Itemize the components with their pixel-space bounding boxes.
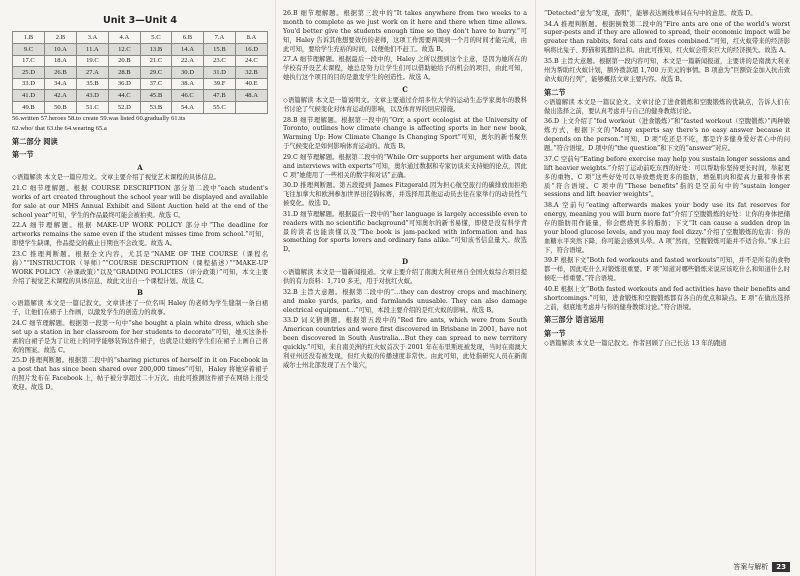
answer-cell: 21.C	[140, 55, 171, 67]
section-heading: 第一节	[12, 150, 34, 160]
answer-cell: 22.A	[172, 55, 204, 67]
answer-cell: 29.C	[140, 67, 171, 79]
answer-explanation: 39.F 根据下文“Both fed workouts and fasted workouts”可知，并不是所有的食物都一样，因此吃什么对锻炼很重要。F 项“知道对哪些锻炼来说应该吃什么和知道什么时候吃一样重要。”符合语境。	[544, 257, 790, 283]
answer-cell: 18.A	[44, 55, 76, 67]
answer-cell: 2.B	[44, 32, 76, 44]
answer-cell: 31.D	[203, 67, 235, 79]
unit-title: Unit 3—Unit 4	[103, 15, 177, 26]
passage-label: A	[137, 162, 143, 172]
answer-cell: 46.C	[172, 90, 204, 102]
answer-cell: 40.E	[235, 78, 267, 90]
part-heading: 第二部分 阅读	[12, 137, 58, 147]
answer-table-row	[13, 32, 268, 44]
answer-explanation: 23.C 推理判断题。根据全文内容，尤其是“NAME OF THE COURSE（课程名称）”“INSTRUCTOR（导师）”“COURSE DESCRIPTION（课程描述）”“MAKE-UP WORK POLICY（补课政策）”以及“GRADING POLICIES（评分政策）”可知，本文主要介绍了视觉艺术课程的具体信息，故此文出自一个课程计划。故选 C。	[12, 250, 268, 285]
answer-cell: 15.B	[203, 44, 235, 56]
answer-explanation: 32.B 主旨大意题。根据第二段中的“…they can destroy crops and machinery, and make yards, parks, and farmlands unusable. They can also damage electrical equipment…”可知，本段主要介绍的是红火蚁的影响。故选 B。	[283, 288, 527, 314]
answer-cell: 49.B	[13, 102, 45, 114]
answer-cell: 26.B	[44, 67, 76, 79]
answer-cell: 23.C	[203, 55, 235, 67]
column-middle	[283, 10, 527, 372]
answer-explanation: 22.A 细节理解题。根据 MAKE-UP WORK POLICY 部分中“The deadline for artworks remains the same even if the student misses time from school.”可知，即使学生缺课，作品提交的截止日期也不会改变。故选 A。	[12, 222, 268, 248]
column-left	[12, 10, 268, 395]
passage-guide: ◇语篇解读 本文是一篇记叙文。作者回顾了自己长达 13 年的跑道	[544, 339, 727, 347]
answer-cell: 7.A	[203, 32, 235, 44]
answer-cell: 36.D	[108, 78, 140, 90]
answer-explanation: 27.A 细节理解题。根据最后一段中的，Haley 之所以想到这个主意，是因为她所在的学校有开设艺术课程，她总是努力让学生们可以借助她给予的机会的项目，由此可知，她执行这个项目的目的是激发学生的创造性。故选 A。	[283, 56, 527, 82]
answer-cell: 3.A	[76, 32, 108, 44]
answer-table-row	[13, 44, 268, 56]
answer-explanation: 28.B 细节理解题。根据第一段中的“Orr, a sport ecologist at the University of Toronto, outlines how climate change is affecting sports in her new book, Warming Up: How Climate Change Is Changing Sport”可知，奥尔的新书聚焦于气候变化是如何影响体育运动的。故选 B。	[283, 116, 527, 151]
part-heading: 第三部分 语言运用	[544, 315, 605, 325]
passage-guide: ◇语篇解读 本文是一篇记叙文。文章讲述了一位名叫 Haley 的老师为学生缝制一条白裙子，让他们在裙子上作画，以激发学生的创造力的故事。	[12, 300, 268, 317]
answer-cell: 5.C	[140, 32, 171, 44]
answer-table-row	[13, 55, 268, 67]
answer-cell: 11.A	[76, 44, 108, 56]
answer-explanation: “Detected”意为“发现，查明”，能够表达画线单词在句中的意思。故选 D。	[544, 10, 757, 17]
answer-cell: 27.A	[76, 67, 108, 79]
passage-guide: ◇语篇解读 本文是一篇议论文。文章讨论了进食锻炼和空腹锻炼的优缺点，告诉人们在做出选择之前，要认真考虑并与自己的健身教练讨论。	[544, 98, 790, 115]
answer-cell: 13.B	[140, 44, 171, 56]
answer-explanation: 25.D 推理判断题。根据第二段中的“sharing pictures of herself in it on Facebook in a post that has since been shared over 200,000 times”可知，Haley 将她穿着裙子的照片发布在 Facebook 上，帖子被分享超过二十万次。由此可推测这件裙子在网络上很受欢迎。故选 D。	[12, 357, 268, 392]
answer-explanation: 34.A 推理判断题。根据倒数第二段中的“Fire ants are one of the world's worst super-pests and if they are allowed to spread, their economic impact will be greater than rabbits, feral cats and foxes combined.”可知，红火蚁带来的经济影响将比兔子、野猫和狐狸的总和。由此可推知，红火蚁会带来巨大的经济损失。故选 A。	[544, 20, 790, 55]
answer-cell: 35.B	[76, 78, 108, 90]
answer-cell: 16.D	[235, 44, 267, 56]
passage-guide: ◇语篇解读 本文是一篇新闻报道。文章主要介绍了南澳大利亚州自全国火蚁综合项目提供的有力资料：1,710 多无，用于对抗红火蚁。	[283, 269, 527, 286]
answer-cell: 42.A	[44, 90, 76, 102]
column-divider	[275, 0, 276, 576]
section-heading: 第一节	[544, 328, 566, 338]
answer-table-row	[13, 102, 268, 114]
answer-cell: 24.C	[235, 55, 267, 67]
answer-cell: 4.A	[108, 32, 140, 44]
answer-explanation: 40.E 根据上文“Both fasted workouts and fed activities have their benefits and shortcomings.”可知，进食锻炼和空腹锻炼都有各自的优点和缺点。E 项“在做出选择之前，彻底地考虑并与你的健身教练讨论。”符合语境。	[544, 285, 790, 311]
answer-cell: 55.C	[203, 102, 235, 114]
answer-explanation: 29.C 细节理解题。根据第二段中的“While Orr supports her argument with data and interviews with experts”可知，奥尔通过数据和专家访谈来支持她的论点，因此 C 项“她使用了一些相关的数字和对话”正确。	[283, 153, 527, 179]
answer-cell: 34.A	[44, 78, 76, 90]
answer-table-row	[13, 78, 268, 90]
answer-cell: 17.C	[13, 55, 45, 67]
answer-cell: 41.D	[13, 90, 45, 102]
answer-cell: 44.C	[108, 90, 140, 102]
answer-explanation: 21.C 细节理解题。根据 COURSE DESCRIPTION 部分第二段中“each student's works of art created throughout the school year will be displayed and available for sale at our MHS Annual Exhibit and Silent Auction held at the end of the school year”可知，学生的作品最终可能会被拍卖。故选 C。	[12, 184, 268, 219]
answer-cell: 30.D	[172, 67, 204, 79]
answer-cell: 52.D	[108, 102, 140, 114]
answer-explanation: 37.C 空前句“Eating before exercise may help you sustain longer sessions and lift heavier weights.”介绍了运动前吃东西的好处：可以帮助你坚持更长时间，举起更多的重物。C 项“这些好处可以导致燃烧更多的脂肪，增强肌肉和提高力量和身体素质”符合语境。C 项中的“These benefits”指的是空前句中的“sustain longer sessions and lift heavier weights”。	[544, 155, 790, 199]
answer-explanation: 26.B 细节理解题。根据第三段中的“It takes anywhere from two weeks to a month to complete as we just work on it here and there when time allows. You'd better give the students enough time so they don't have to hurry.”可知，Haley 告诉其他想要效仿的老师，这项工作需要两周到一个月的时间才能完成，由此可知，要给学生充裕的时间，以便他们不赶工。故选 B。	[283, 10, 527, 53]
answer-cell: 38.A	[172, 78, 204, 90]
answer-cell: 32.B	[235, 67, 267, 79]
answer-explanation: 24.C 细节理解题。根据第一段第一句中“she bought a plain white dress, which she set up a station in her classroom for her students to decorate”可知，她买这条朴素的白裙子是为了让班上的同学能够装饰这件裙子，也就是让她的学生们在裙子上画自己喜欢的图案。故选 C。	[12, 319, 268, 354]
answer-cell: 20.B	[108, 55, 140, 67]
answer-cell: 12.C	[108, 44, 140, 56]
answer-explanation: 36.D 上文介绍了“fed workout（进食锻炼）”和“fasted workout（空腹锻炼）”两种锻炼方式，根据下文的“Many experts say there's no easy answer because it depends on the person.”可知，D 项“吃还是不吃，那是许多健身爱好者心中的问题。”符合语境。D 项中的“the question”和下文的“answer”对应。	[544, 118, 790, 153]
answer-cell: 48.A	[235, 90, 267, 102]
footer-label: 答案与解析	[733, 563, 769, 571]
answer-cell: 47.B	[203, 90, 235, 102]
answer-explanation: 31.D 细节理解题。根据最后一段中的“her language is largely accessible even to readers with no scientific background”可知奥尔的新书易懂，即使是没有科学背景的读者也能读懂以及“The book is jam-packed with information and has something for sports lovers and ordinary fans alike.”可知该书信息量大。故选 D。	[283, 210, 527, 254]
answer-explanation: 30.D 推理判断题。第五段提到 James Fitzgerald 因为担心航空旅行的碳排放而拒绝飞往加拿大和欧洲参加世界田径锦标赛，并选择用其他运动员去往在家举行的动员性气候变化。故选 D。	[283, 182, 527, 208]
answer-explanation: 33.D 词义猜测题。根据第五段中的“Red fire ants, which were from South American countries and were first discovered in Brisbane in 2001, have not been discovered in South Australia…But they can spread to new territory quickly.”可知，来自南美洲的红火蚁首次于 2001 年在布里斯班被发现，当时在南澳大利亚州还没有被发现，但红火蚁的传播速度非常快。由此可知，此处指研究人员在新南威尔士州北部发现了五个巢穴，	[283, 317, 527, 369]
answer-cell: 37.C	[140, 78, 171, 90]
answer-cell: 53.B	[140, 102, 171, 114]
passage-guide: ◇语篇解读 本文是一篇说明文。文章主要通过介绍多位大学的运动生态学家奥尔的教科书讨论了气候变化对体育运动的影响，以及体育界的回应措施。	[283, 97, 527, 113]
answer-cell: 43.D	[76, 90, 108, 102]
answer-table	[12, 31, 268, 113]
fill-answer-row: 62.who/ that 63.the 64.wearing 65.a	[12, 124, 107, 132]
answer-cell: 6.B	[172, 32, 204, 44]
answer-explanation: 38.A 空前句“eating afterwards makes your body use its fat reserves for energy, meaning you will burn more fat”介绍了空腹锻炼的好处：让你的身体把储存的脂肪用作能量，你会燃烧更多的脂肪；下文“It can cause a sudden drop in your blood glucose levels, and you may feel dizzy.”介绍了空腹锻炼的危害：你的血糖水平突然下降，你可能会感到头晕。A 项“然而，空腹锻炼可能并不适合你。”承上启下，符合语境。	[544, 202, 790, 254]
column-right	[544, 10, 790, 350]
answer-cell: 8.A	[235, 32, 267, 44]
answer-cell: 14.A	[172, 44, 204, 56]
answer-cell	[235, 102, 267, 114]
answer-explanation: 35.B 主旨大意题。根据第一段内容可知，本文是一篇新闻报道，主要讲的是南澳大利亚州为帮助红火蚁计划，额外拨款超 1,700 万美元的事情。B 项意为“巨额资金加入抗击致命火蚁的行列”，能够概括文章主要内容。故选 B。	[544, 57, 790, 83]
answer-cell: 54.A	[172, 102, 204, 114]
answer-cell: 28.B	[108, 67, 140, 79]
answer-cell: 39.F	[203, 78, 235, 90]
answer-cell: 10.A	[44, 44, 76, 56]
section-heading: 第二节	[544, 87, 566, 97]
passage-guide: ◇语篇解读 本文是一篇应用文。文章主要介绍了视觉艺术课程的具体信息。	[12, 174, 221, 182]
answer-cell: 33.D	[13, 78, 45, 90]
answer-cell: 9.C	[13, 44, 45, 56]
page-number: 23	[772, 562, 790, 572]
passage-label: D	[401, 257, 409, 267]
page-footer	[733, 562, 790, 572]
answer-cell: 25.D	[13, 67, 45, 79]
column-divider	[535, 0, 536, 576]
answer-cell: 50.B	[44, 102, 76, 114]
answer-table-row	[13, 67, 268, 79]
answer-cell: 19.C	[76, 55, 108, 67]
passage-label: C	[402, 85, 408, 95]
answer-cell: 45.B	[140, 90, 171, 102]
fill-answer-row: 56.written 57.heroes 58.to create 59.was listed 60.gradually 61.its	[12, 114, 186, 122]
answer-cell: 1.B	[13, 32, 45, 44]
answer-cell: 51.C	[76, 102, 108, 114]
answer-table-row	[13, 90, 268, 102]
passage-label: B	[137, 288, 143, 298]
